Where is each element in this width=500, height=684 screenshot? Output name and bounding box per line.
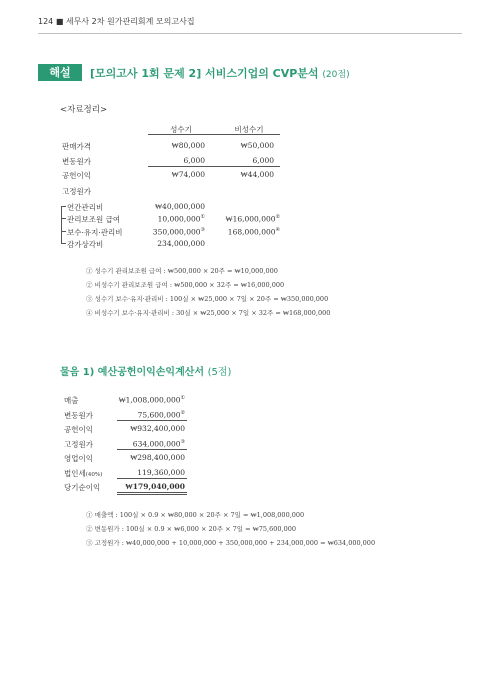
page-header: 124 ■ 세무사 2차 원가관리회계 모의고사집 bbox=[38, 17, 195, 26]
maintenance-off-peak bbox=[200, 227, 280, 237]
maintenance-peak-value: 350,000,000 bbox=[152, 227, 201, 237]
variable-cost-value: 75,600,000 bbox=[137, 410, 181, 420]
bracket-tick-3 bbox=[61, 231, 66, 232]
note-ref: ③ bbox=[200, 227, 205, 233]
subtotal-rule bbox=[148, 166, 280, 167]
is-value-fixed-cost bbox=[117, 439, 185, 449]
is-value-tax bbox=[117, 468, 185, 477]
is-rule-4a bbox=[117, 492, 187, 493]
data-section-label: <자료정리> bbox=[60, 105, 108, 115]
is-label-net-income: 당기순이익 bbox=[64, 483, 101, 492]
is-label-contribution: 공헌이익 bbox=[64, 425, 93, 434]
fixed-item-maintenance: 보수·유지·관리비 bbox=[67, 228, 123, 237]
fixed-item-assistant-salary: 관리보조원 급여 bbox=[67, 215, 121, 224]
is-rule-1 bbox=[117, 420, 187, 421]
question-title-text: 물음 1) 예산공헌이익손익계산서 bbox=[60, 367, 205, 378]
note-ref: ② bbox=[275, 214, 280, 220]
is-value-contribution bbox=[117, 424, 185, 433]
bracket-tick-2 bbox=[61, 218, 66, 219]
annual-mgmt-total: ₩40,000,000 bbox=[154, 202, 205, 211]
is-label-fixed-cost: 고정원가 bbox=[64, 440, 93, 449]
contribution-peak: ₩74,000 bbox=[171, 170, 205, 179]
problem-title-text: [모의고사 1회 문제 2] 서비스기업의 CVP분석 bbox=[90, 67, 319, 80]
note-ref: ① bbox=[180, 395, 185, 401]
fixed-cost-label: 고정원가 bbox=[62, 187, 91, 196]
fixed-cost-value: 634,000,000 bbox=[132, 439, 181, 449]
question-note-1: ① 매출액 : 100실 × 0.9 × ₩80,000 × 20주 × 7일 = ₩1,008,000,000 bbox=[86, 511, 305, 519]
contribution-off-peak: ₩44,000 bbox=[240, 170, 274, 179]
note-ref: ③ bbox=[180, 439, 185, 445]
tax-label: 법인세 bbox=[64, 469, 86, 478]
maintenance-peak bbox=[130, 227, 205, 237]
problem-title bbox=[90, 65, 350, 81]
column-off-peak: 비성수기 bbox=[234, 125, 264, 134]
row-label-price: 판매가격 bbox=[62, 142, 91, 151]
maintenance-off-value: 168,000,000 bbox=[227, 227, 276, 237]
question-title bbox=[60, 363, 231, 378]
assistant-salary-peak bbox=[130, 214, 205, 224]
depreciation-total: 234,000,000 bbox=[157, 239, 205, 248]
is-value-sales bbox=[117, 395, 185, 405]
is-rule-3 bbox=[117, 478, 187, 479]
question-note-3: ③ 고정원가 : ₩40,000,000 + 10,000,000 + 350,000,000 + 234,000,000 = ₩634,000,000 bbox=[86, 539, 376, 547]
is-rule-2 bbox=[117, 449, 187, 450]
bracket-tick-1 bbox=[61, 206, 66, 207]
header-rule bbox=[38, 33, 462, 34]
data-note-2: ② 비성수기 관리보조원 급여 : ₩500,000 × 32주 = ₩16,000,000 bbox=[86, 281, 285, 289]
problem-points: (20점) bbox=[322, 70, 350, 80]
is-label-variable-cost: 변동원가 bbox=[64, 411, 93, 420]
note-ref: ④ bbox=[275, 227, 280, 233]
tax-value: 119,360,000 bbox=[137, 468, 185, 477]
tax-rate: (40%) bbox=[85, 472, 103, 478]
operating-income-value: ₩298,400,000 bbox=[130, 453, 185, 462]
bracket-tick-4 bbox=[61, 243, 66, 244]
fixed-item-annual-mgmt: 연간관리비 bbox=[67, 203, 104, 212]
is-rule-4b bbox=[117, 494, 187, 495]
variable-cost-peak: 6,000 bbox=[183, 156, 205, 165]
assistant-salary-peak-value: 10,000,000 bbox=[157, 214, 201, 224]
price-peak: ₩80,000 bbox=[171, 141, 205, 150]
is-value-variable-cost bbox=[117, 410, 185, 420]
note-ref: ① bbox=[200, 214, 205, 220]
question-points: (5점) bbox=[207, 367, 232, 378]
is-label-sales: 매출 bbox=[64, 396, 79, 405]
net-income-value: ₩179,040,000 bbox=[125, 482, 185, 491]
assistant-salary-off-value: ₩16,000,000 bbox=[225, 214, 276, 224]
is-value-net-income bbox=[117, 482, 185, 491]
assistant-salary-off-peak bbox=[200, 214, 280, 224]
question-note-2: ② 변동원가 : 100실 × 0.9 × ₩6,000 × 20주 × 7일 = ₩75,600,000 bbox=[86, 525, 296, 533]
fixed-cost-bracket bbox=[61, 206, 62, 243]
note-ref: ② bbox=[180, 410, 185, 416]
contribution-value: ₩932,400,000 bbox=[130, 424, 185, 433]
fixed-item-depreciation: 감가상각비 bbox=[67, 240, 104, 249]
row-label-variable-cost: 변동원가 bbox=[62, 157, 91, 166]
is-label-tax bbox=[64, 468, 102, 479]
data-note-1: ① 성수기 관리보조원 급여 : ₩500,000 × 20주 = ₩10,000,000 bbox=[86, 267, 278, 275]
data-note-3: ③ 성수기 보수·유지·관리비 : 100실 × ₩25,000 × 7일 × 20주 = ₩350,000,000 bbox=[86, 295, 329, 303]
sales-value: ₩1,008,000,000 bbox=[118, 395, 181, 405]
price-off-peak: ₩50,000 bbox=[240, 141, 274, 150]
column-peak: 성수기 bbox=[170, 125, 192, 134]
is-value-operating-income bbox=[117, 453, 185, 462]
variable-cost-off-peak: 6,000 bbox=[252, 156, 274, 165]
data-note-4: ④ 비성수기 보수·유지·관리비 : 30실 × ₩25,000 × 7일 × 32주 = ₩168,000,000 bbox=[86, 309, 331, 317]
is-label-operating-income: 영업이익 bbox=[64, 454, 93, 463]
row-label-contribution: 공헌이익 bbox=[62, 171, 91, 180]
column-header-rule bbox=[148, 134, 280, 135]
answer-badge: 해설 bbox=[38, 64, 82, 81]
